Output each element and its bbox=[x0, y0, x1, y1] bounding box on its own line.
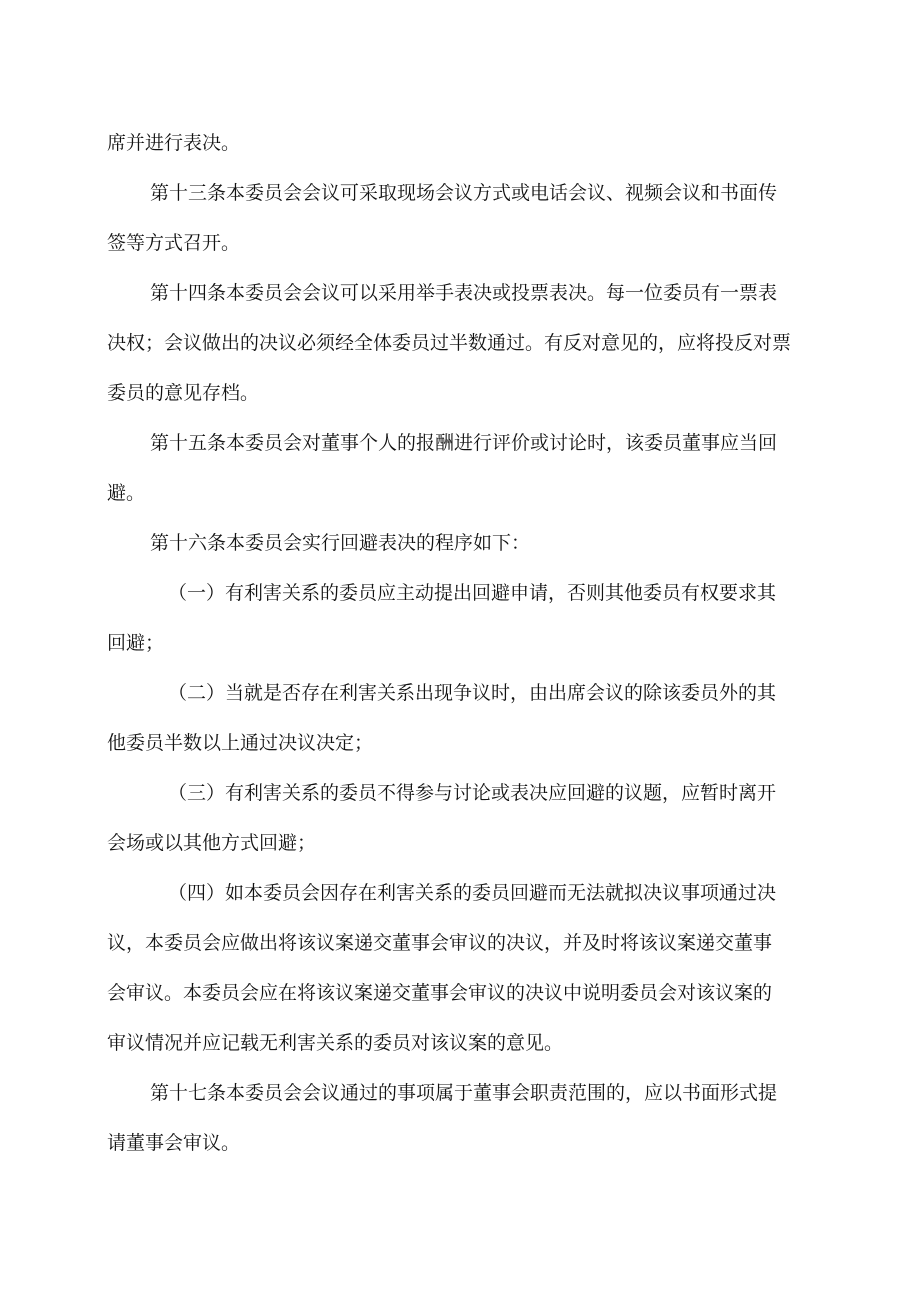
text-line: 第十四条本委员会会议可以采用举手表决或投票表决。每一位委员有一票表 bbox=[150, 282, 778, 304]
text-line: 签等方式召开。 bbox=[107, 232, 241, 254]
text-line: 会审议。本委员会应在将该议案递交董事会审议的决议中说明委员会对该议案的 bbox=[107, 982, 773, 1004]
text-line: 避。 bbox=[107, 482, 146, 504]
text-line: 他委员半数以上通过决议决定； bbox=[107, 732, 374, 754]
text-line: （三）有利害关系的委员不得参与讨论或表决应回避的议题，应暂时离开 bbox=[168, 782, 777, 804]
text-line: （二）当就是否存在利害关系出现争议时，由出席会议的除该委员外的其 bbox=[168, 682, 777, 704]
text-line: 回避； bbox=[107, 632, 165, 654]
text-line: 请董事会审议。 bbox=[107, 1132, 241, 1154]
text-line: 第十七条本委员会会议通过的事项属于董事会职责范围的，应以书面形式提 bbox=[150, 1082, 778, 1104]
text-line: （一）有利害关系的委员应主动提出回避申请，否则其他委员有权要求其 bbox=[168, 582, 777, 604]
text-line: 第十三条本委员会会议可采取现场会议方式或电话会议、视频会议和书面传 bbox=[150, 182, 778, 204]
text-line: 决权；会议做出的决议必须经全体委员过半数通过。有反对意见的，应将投反对票 bbox=[107, 332, 792, 354]
text-line: 议，本委员会应做出将该议案递交董事会审议的决议，并及时将该议案递交董事 bbox=[107, 932, 773, 954]
text-line: 第十五条本委员会对董事个人的报酬进行评价或讨论时，该委员董事应当回 bbox=[150, 432, 778, 454]
text-line: 委员的意见存档。 bbox=[107, 382, 260, 404]
text-line: 审议情况并应记载无利害关系的委员对该议案的意见。 bbox=[107, 1032, 564, 1054]
text-line: 会场或以其他方式回避； bbox=[107, 832, 317, 854]
text-line: 席并进行表决。 bbox=[107, 132, 241, 154]
text-line: （四）如本委员会因存在利害关系的委员回避而无法就拟决议事项通过决 bbox=[168, 882, 777, 904]
text-line: 第十六条本委员会实行回避表决的程序如下： bbox=[150, 532, 531, 554]
